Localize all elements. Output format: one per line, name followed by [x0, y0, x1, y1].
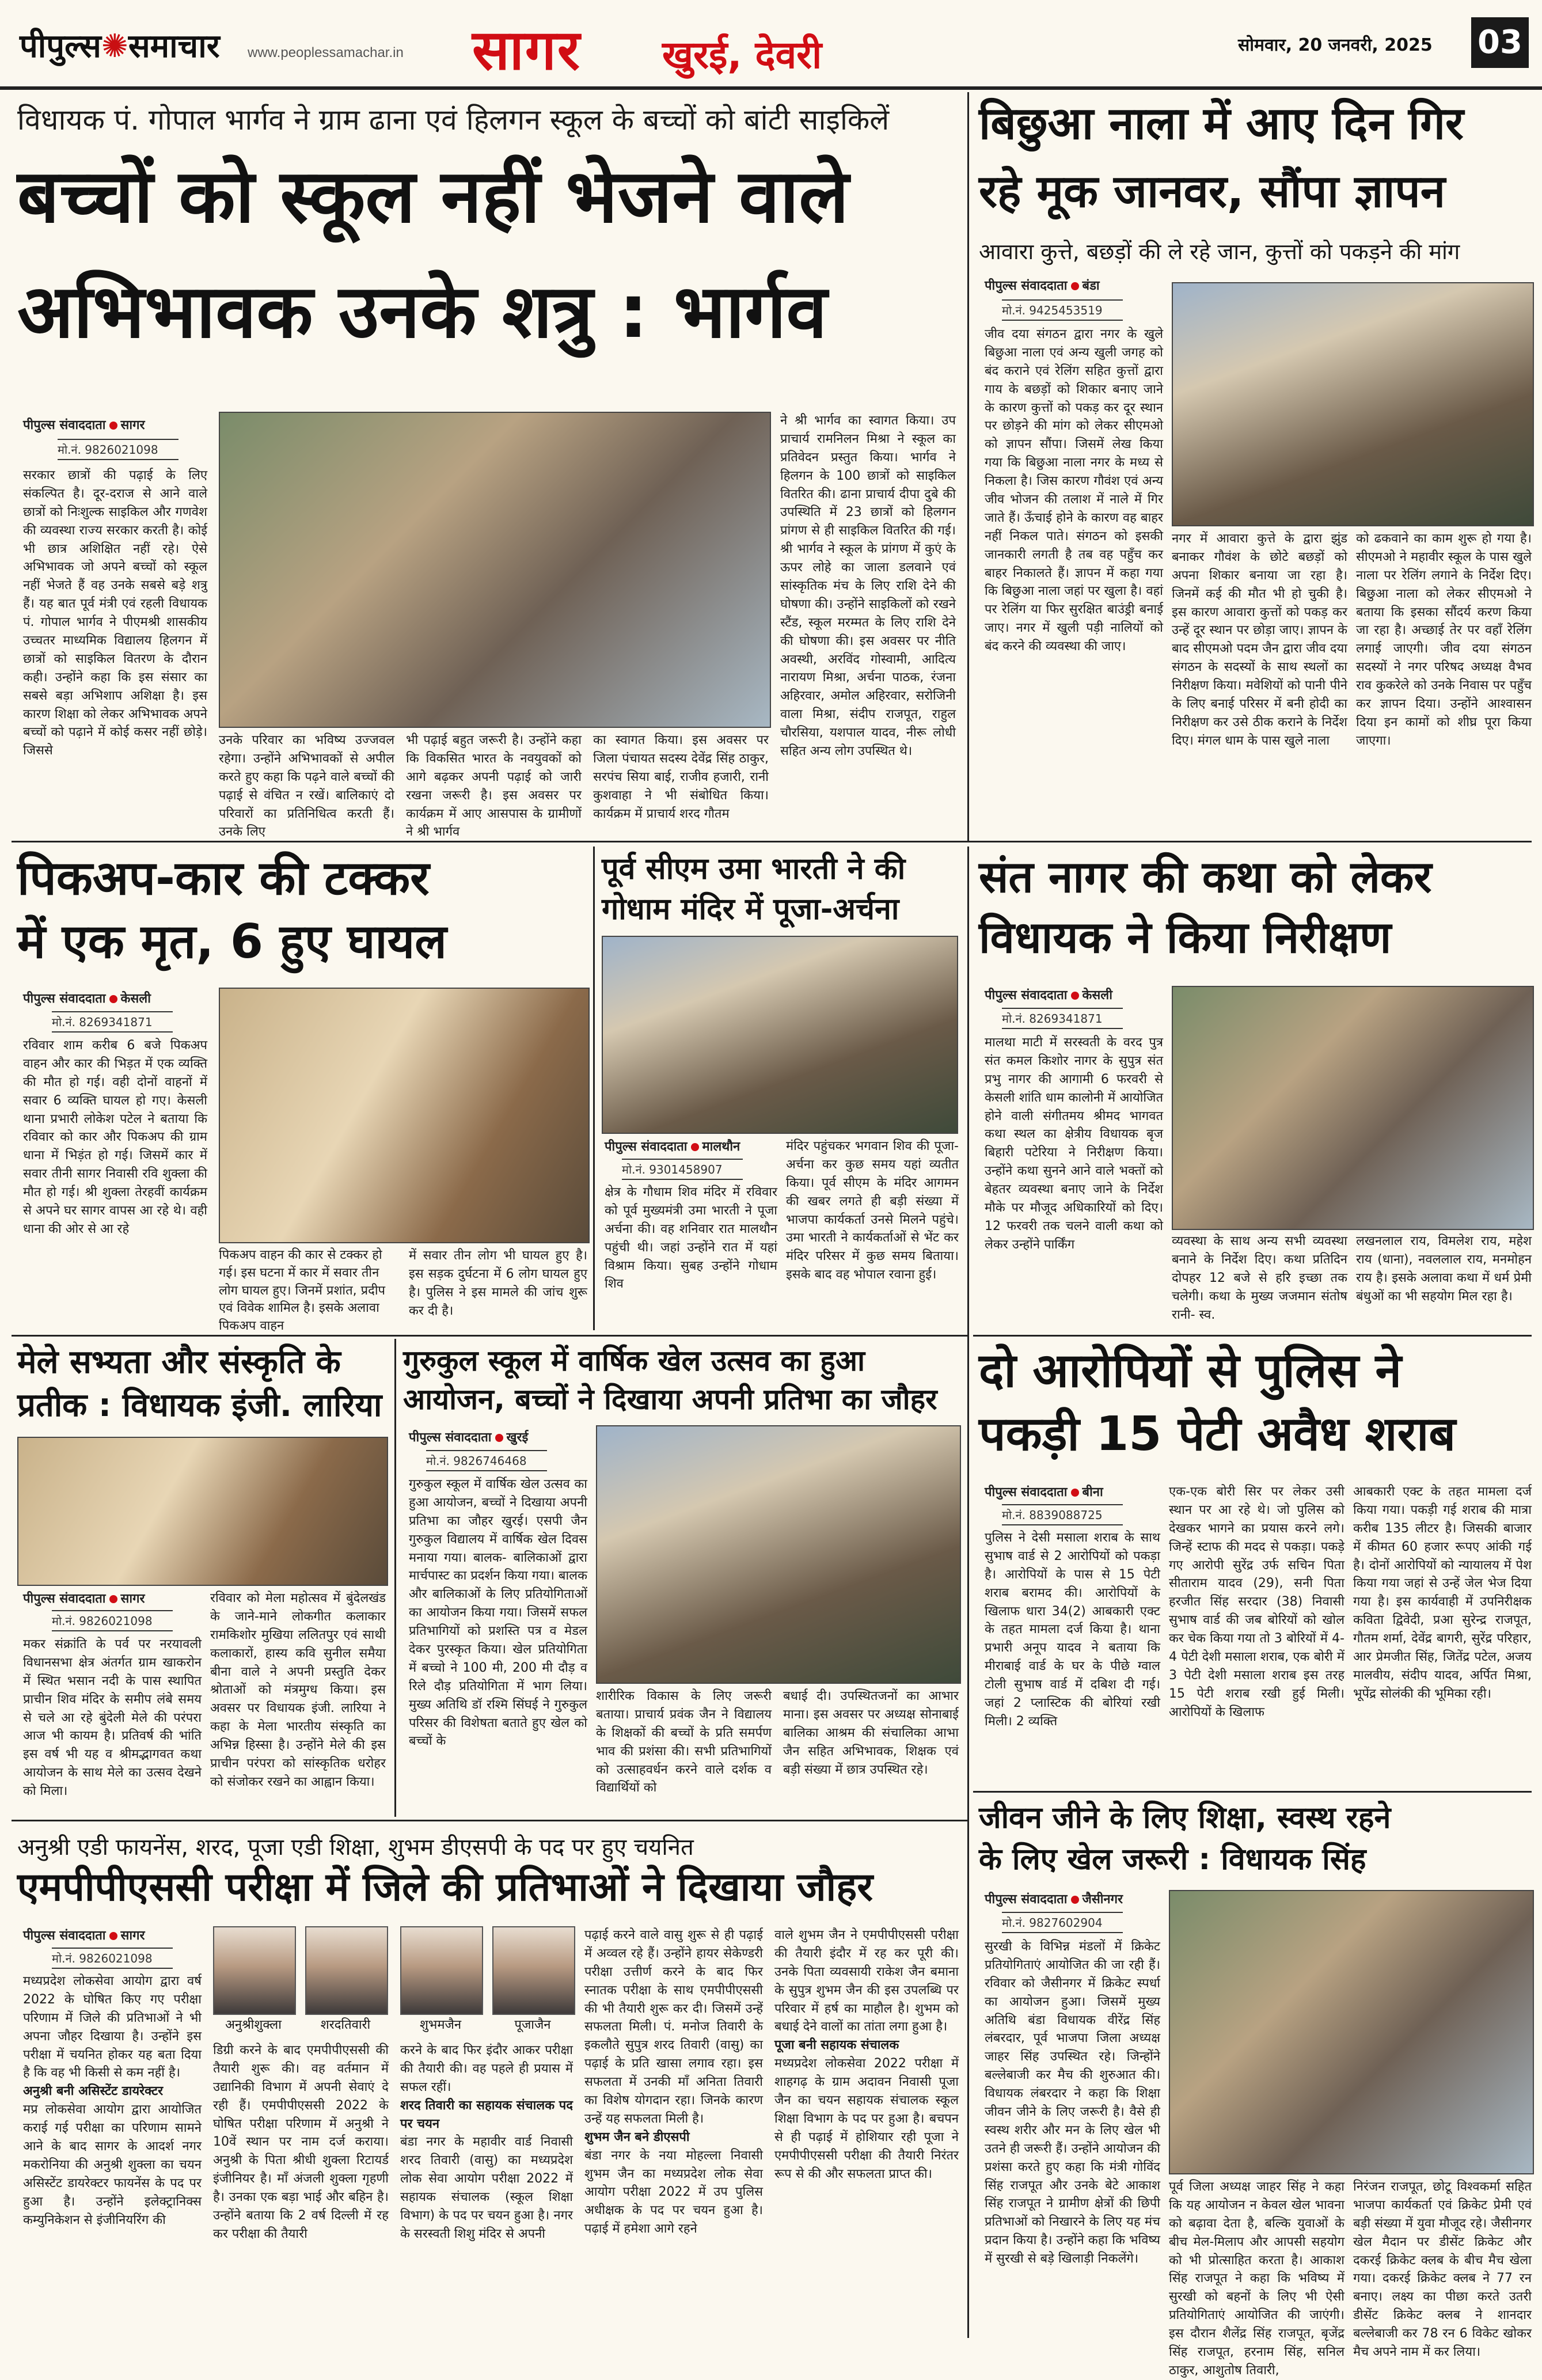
liquor-column-2: एक-एक बोरी सिर पर लेकर उसी स्थान पर आ रहे थे। जो पुलिस को देखकर भागने का प्रयास करने लगे। जिन्हें स्टाफ की मदद से पकड़ा। पकड़े गए आरोपी सुरेंद्र उर्फ सचिन पिता सीताराम यादव (29), सनी पिता हरजीत सिंह सरदार (38) निवासी सुभाष वार्ड की जब बोरियों को खोल कर चेक किया गया तो 3 बोरियों में 4-4 पेटी देशी मसाला शराब, एक बोरी में 3 पेटी देशी मसाला शराब इस तरह 15 पेटी शराब रखी हुई मिली। आरोपियों के खिलाफ	[1169, 1485, 1344, 1719]
uma-byline: पीपुल्स संवाददाता मालथौन	[605, 1140, 740, 1154]
lead-byline: पीपुल्स संवाददाता सागर	[23, 418, 145, 432]
mppsc-phone: मो.नं. 9826021098	[52, 1948, 173, 1969]
lead-headline-1: बच्चों को स्कूल नहीं भेजने वाले	[17, 154, 849, 240]
lead-phone: मो.नं. 9826021098	[58, 439, 178, 460]
jeevan-column-2: पूर्व जिला अध्यक्ष जाहर सिंह ने कहा कि यह आयोजन न केवल खेल भावना को बढ़ावा देता है, बल्कि युवाओं के बीच मेल-मिलाप और आपसी सहयोग को भी प्रोत्साहित करता है। आकाश सिंह राजपूत ने कहा कि भविष्य में सुरखी को बहनों के लिए भी ऐसी प्रतियोगिताएं आयोजित की जाएंगी। इस दौरान शैलेंद्र सिंह राजपूत, बृजेंद्र सिंह राजपूत, हरनाम सिंह, सनिल ठाकुर, आशुतोष तिवारी,	[1169, 2180, 1344, 2378]
gurukul-column-1: गुरुकुल स्कूल में वार्षिक खेल उत्सव का हुआ आयोजन, बच्चों ने दिखाया अपनी प्रतिभा का जौहर खुरई। एसपी जैन गुरुकुल विद्यालय में वार्षिक खेल दिवस मनाया गया। बालक- बालिकाओं द्वारा मार्चपास्ट का प्रदर्शन किया गया। बालक और बालिकाओं के लिए प्रतियोगिताओं का आयोजन किया गया। जिसमें सफल प्रतिभागियों को प्रशस्ति पत्र व मेडल देकर पुरस्कृत किया। खेल प्रतियोगिता में बच्चो ने 100 मी, 200 मी दौड़ व रिले दौड़ प्रतियोगिता में भाग लिया। मुख्य अतिथि डॉ रश्मि सिंघई ने गुरुकुल परिसर की विशेषता बताते हुए खेल को बच्चों के	[409, 1477, 587, 1749]
sant-column-3: लखनलाल राय, विमलेश राय, महेश राय (धाना), नवललाल राय, मनमोहन राय है। इसके अलावा कथा में धर्म प्रेमी बंधुओं का भी सहयोग मिल रहा है।	[1356, 1234, 1532, 1304]
accident-headline-1: पिकअप-कार की टक्कर	[17, 851, 430, 906]
uma-phone: मो.नं. 9301458907	[622, 1159, 743, 1180]
website-url[interactable]: www.peoplessamachar.in	[248, 45, 404, 60]
nala-subhead: आवारा कुत्ते, बछड़ों की ले रहे जान, कुत्तों को पकड़ने की मांग	[979, 239, 1460, 264]
uma-photo-temple	[602, 936, 958, 1134]
jeevan-byline: पीपुल्स संवाददाता जैसीनगर	[985, 1892, 1123, 1907]
location-dot-icon	[109, 995, 117, 1003]
gurukul-column-3: बधाई दी। उपस्थितजनों का आभार माना। इस अवसर पर अध्यक्ष सोनाबाई बालिका आश्रम की संचालिका आभा जैन सहित अभिभावक, शिक्षक एवं बड़ी संख्या में छात्र उपस्थित रहे।	[783, 1689, 959, 1777]
portrait-sharad	[305, 1926, 388, 2015]
mela-headline-1: मेले सभ्यता और संस्कृति के	[17, 1343, 341, 1381]
column-divider	[967, 92, 969, 841]
location-dot-icon	[109, 1595, 117, 1603]
lead-column-5: ने श्री भार्गव का स्वागत किया। उप प्राचार्य रामनिलन मिश्रा ने स्कूल का प्रतिवेदन प्रस्तुत किया। भार्गव ने हिलगन के 100 छात्रों को साइकिल वितरित की। ढाना प्राचार्य दीपा दुबे की उपस्थिति में 23 छात्रों को हिलगन प्रांगण से ही साइकिल वितरित की गई। श्री भार्गव ने स्कूल के प्रांगण में कुएं के ऊपर लोहे का जाला डलवाने एवं सांस्कृतिक मंच के लिए राशि देने की घोषणा की। उन्होंने साइकिलों को रखने स्टैंड, स्कूल मरम्मत के लिए राशि देने की घोषणा की। इस अवसर पर नीति अवस्थी, अरविंद गोस्वामी, आदित्य नारायण मिश्रा, अर्चना पाठक, रंजना अहिरवार, अमोल अहिरवार, सरोजिनी वाला मिश्रा, संदीप राजपूत, राहुल चौरसिया, यशपाल यादव, नीरू लोधी सहित अन्य लोग उपस्थित थे।	[780, 413, 956, 759]
mppsc-column-4: पढ़ाई करने वाले वासु शुरू से ही पढ़ाई में अव्वल रहे हैं। उन्होंने हायर सेकेण्डरी परीक्षा उत्तीर्ण करने के बाद फिर स्नातक परीक्षा के साथ एमपीपीएससी की भी तैयारी शुरू कर दी। जिसमें उन्हें सफलता मिली। पं. मनोज तिवारी के इकलौते सुपुत्र शरद तिवारी (वासु) का पढ़ाई के प्रति खासा लगाव रहा। इस सफलता में उनकी माँ अनिता तिवारी का विशेष योगदान रहा। जिनके कारण उन्हें यह सफलता मिली है। शुभम जैन बने डीएसपी बंडा नगर के नया मोहल्ला निवासी शुभम जैन का मध्यप्रदेश लोक सेवा आयोग परीक्षा 2022 में उप पुलिस अधीक्षक के पद पर चयन हुआ है। पढ़ाई में हमेशा आगे रहने	[584, 1928, 763, 2237]
uma-headline-2: गोधाम मंदिर में पूजा-अर्चना	[602, 892, 899, 927]
mppsc-byline: पीपुल्स संवाददाता सागर	[23, 1929, 145, 1943]
section-divider	[12, 841, 1532, 842]
nala-byline: पीपुल्स संवाददाता बंडा	[985, 279, 1100, 293]
mppsc-subhead-pooja: पूजा बनी सहायक संचालक	[774, 2038, 899, 2053]
nala-column-3: को ढकवाने का काम शुरू हो गया है। सीएमओ ने महावीर स्कूल के पास खुले नाला पर रेलिंग लगाने के निर्देश दिए। बिछुआ नाला को लेकर सीएमओ ने बताया कि इसका सौंदर्य करण किया जा रहा है। अच्छाई तेर पर वहाँ रेलिंग लगाई जाएगी। जीव दया संगठन सदस्यों ने नगर परिषद अध्यक्ष वैभव राव कुकरेले को उनके निवास पर पहुँच कर ज्ञापन दिया। उन्होंने आश्वासन दिया इन कामों को शीघ्र पूरा किया जाएगा।	[1356, 532, 1532, 748]
accident-caption: पिकअप वाहन की कार से टक्कर हो गई। इस घटना में कार में सवार तीन लोग घायल हुए। जिनमें प्रशांत, प्रदीप एवं विवेक शामिल है। इसके अलावा पिकअप वाहन	[219, 1248, 386, 1334]
sant-column-2: व्यवस्था के साथ अन्य सभी व्यवस्था बनाने के निर्देश दिए। कथा प्रतिदिन दोपहर 12 बजे से हरि इच्छा तक चलेगी। कथा के मुख्य जजमान संतोष रानी- स्व.	[1172, 1234, 1347, 1322]
mela-column-1: मकर संक्रांति के पर्व पर नरयावली विधानसभा क्षेत्र अंतर्गत ग्राम खाकरोन में स्थित भसान नदी के पास स्थापित प्राचीन शिव मंदिर के समीप लंबे समय से चले आ रहे बुंदेली मेले की परंपरा आज भी कायम है। प्रतिवर्ष की भांति इस वर्ष भी यह व श्रीमद्भागवत कथा आयोजन के साथ मेले का उत्सव देखने को मिला।	[23, 1637, 202, 1799]
sant-column-1: मालथा माटी में सरस्वती के वरद पुत्र संत कमल किशोर नागर के सुपुत्र संत प्रभु नागर की आगामी 6 फरवरी से केसली शांति धाम कालोनी में आयोजित होने वाली संगीतमय श्रीमद भागवत कथा स्थल का क्षेत्रीय विधायक बृज बिहारी पटेरिया ने निरीक्षण किया। उन्होंने कथा सुनने आने वाले भक्तों को बेहतर व्यवस्था बनाए जाने के निर्देश मौके पर मौजूद अधिकारियों को दिए। 12 फरवरी तक चलने वाली कथा को लेकर उन्होंने पार्किंग	[985, 1035, 1163, 1252]
accident-headline-2: में एक मृत, 6 हुए घायल	[17, 914, 447, 969]
lead-photo-cycle-distribution	[219, 412, 771, 728]
sant-photo-inspection	[1172, 986, 1534, 1230]
gurukul-photo-trophy	[596, 1425, 961, 1684]
sant-headline-1: संत नागर की कथा को लेकर	[979, 851, 1432, 902]
section-divider	[973, 1791, 1532, 1793]
gurukul-headline-1: गुरुकुल स्कूल में वार्षिक खेल उत्सव का हुआ	[403, 1344, 865, 1377]
newspaper-logo[interactable]: पीपुल्स✺समाचार	[20, 28, 220, 65]
location-dot-icon	[1071, 992, 1079, 1000]
location-dot-icon	[495, 1434, 503, 1442]
section-divider	[12, 1335, 967, 1337]
liquor-phone: मो.नं. 8839088725	[1002, 1504, 1123, 1525]
jeevan-column-1: सुरखी के विभिन्न मंडलों में क्रिकेट प्रतियोगिताएं आयोजित की जा रही हैं। रविवार को जैसीनगर में क्रिकेट स्पर्धा का आयोजन हुआ। जिसमें मुख्य अतिथि बंडा विधायक वीरेंद्र सिंह लंबरदार, पूर्व भाजपा जिला अध्यक्ष जाहर सिंह उपस्थित रहे। जिन्होंने बल्लेबाजी कर मैच की शुरुआत की। विधायक लंबरदार ने कहा कि शिक्षा जीवन जीने के लिए जरूरी है। वैसे ही स्वस्थ शरीर और मन के लिए खेल भी उतने ही जरूरी हैं। उन्होंने आयोजन की प्रशंसा करते हुए कहा कि मंत्री गोविंद सिंह राजपूत और उनके बेटे आकाश सिंह राजपूत ने ग्रामीण क्षेत्रों की छिपी प्रतिभाओं को निखारने के लिए यह मंच प्रदान किया है। उन्होंने कहा कि भविष्य में सुरखी से बड़े खिलाड़ी निकलेंगे।	[985, 1939, 1160, 2267]
column-divider	[394, 1339, 396, 1817]
mppsc-subhead-sharad: शरद तिवारी का सहायक संचालक पद पर चयन	[400, 2098, 573, 2131]
mppsc-kicker: अनुश्री एडी फायनेंस, शरद, पूजा एडी शिक्षा, शुभम डीएसपी के पद पर हुए चयनित	[17, 1834, 694, 1861]
sant-headline-2: विधायक ने किया निरीक्षण	[979, 912, 1392, 963]
mela-byline: पीपुल्स संवाददाता सागर	[23, 1592, 145, 1606]
accident-column-1: रविवार शाम करीब 6 बजे पिकअप वाहन और कार की भिड़त में एक व्यक्ति की मौत हो गई। वही दोनों वाहनों में सवार 6 व्यक्ति घायल हो गए। केसली थाना प्रभारी लोकेश पटेल ने बताया कि रविवार को कार और पिकअप की ग्राम धाना में भिड़ंत हो गई। जिसमें कार में सवार तीनी सागर निवासी रवि शुक्ला की मौत हो गई। श्री शुक्ला तेरहवीं कार्यक्रम से अपने घर सागर वापस आ रहे थे। वही धाना की ओर से आ रहे	[23, 1038, 207, 1236]
column-divider	[593, 847, 595, 1330]
gurukul-headline-2: आयोजन, बच्चों ने दिखाया अपनी प्रतिभा का जौहर	[403, 1383, 937, 1416]
lead-kicker: विधायक पं. गोपाल भार्गव ने ग्राम ढाना एवं हिलगन स्कूल के बच्चों को बांटी साइकिलें	[17, 103, 890, 136]
page-number: 03	[1471, 17, 1529, 68]
mppsc-column-2: डिग्री करने के बाद एमपीपीएससी की तैयारी शुरू की। वह वर्तमान में उद्यानिकी विभाग में अपनी सेवाएं दे रही हैं। एमपीपीएससी 2022 के घोषित परीक्षा परिणाम में अनुश्री ने 10वें स्थान पर नाम दर्ज कराया। अनुश्री के पिता श्रीधी शुक्ला रिटायर्ड इंजीनियर है। माँ अंजली शुक्ला गृहणी है। उनका एक बड़ा भाई और बहिन है। उन्होंने बताया कि 2 वर्ष दिल्ली में रह कर परीक्षा की तैयारी	[213, 2043, 389, 2241]
liquor-column-1: पुलिस ने देसी मसाला शराब के साथ सुभाष वार्ड से 2 आरोपियों को पकड़ा है। आरोपियों के पास से 15 पेटी शराब बरामद की। आरोपियों के खिलाफ धारा 34(2) आबकारी एक्ट के तहत मामला दर्ज किया है। थाना प्रभारी अनूप यादव ने बताया कि मीराबाई वार्ड के घर के पीछे ग्वाल टोली सुभाष वार्ड में दबिश दी गई। जहां 2 प्लास्टिक की बोरियां रखी मिली। 2 व्यक्ति	[985, 1531, 1160, 1729]
liquor-headline-2: पकड़ी 15 पेटी अवैध शराब	[979, 1407, 1456, 1462]
liquor-byline: पीपुल्स संवाददाता बीना	[985, 1485, 1103, 1500]
uma-column-2: मंदिर पहुंचकर भगवान शिव की पूजा-अर्चना कर कुछ समय यहां व्यतीत किया। पूर्व सीएम के मंदिर आगमन की खबर लगते ही बड़ी संख्या में भाजपा कार्यकर्ता उनसे मिलने पहुंचे। उमा भारती ने कार्यकर्ताओं से भेंट कर मंदिर परिसर में कुछ समय बिताया। इसके बाद वह भोपाल रवाना हुई।	[786, 1139, 959, 1282]
location-dot-icon	[1071, 1896, 1079, 1904]
mppsc-column-5: वाले शुभम जैन ने एमपीपीएससी परीक्षा की तैयारी इंदौर में रह कर पूरी की। उनके पिता व्यवसायी राकेश जैन बमाना के सुपुत्र शुभम जैन की इस उपलब्धि पर परिवार में हर्ष का माहौल है। शुभम को बधाई देने वालों का तांता लगा हुआ है। पूजा बनी सहायक संचालक मध्यप्रदेश लोकसेवा 2022 परीक्षा में शाहगढ़ के ग्राम अदावन निवासी पूजा जैन का चयन सहायक संचालक स्कूल शिक्षा विभाग के पद पर हुआ है। बचपन से ही पढ़ाई में होशियार रही पूजा ने एमपीपीएससी परीक्षा की तैयारी निरंतर रूप से की और सफलता प्राप्त की।	[774, 1928, 959, 2181]
nala-headline-2: रहे मूक जानवर, सौंपा ज्ञापन	[979, 166, 1445, 218]
lead-column-1: सरकार छात्रों की पढ़ाई के लिए संकल्पित है। दूर-दराज से आने वाले छात्रों को निःशुल्क साइकिल और गणवेश की व्यवस्था राज्य सरकार करती है। कोई भी छात्र अशिक्षित नहीं रहे। ऐसे अभिभावक जो अपने बच्चों को स्कूल नहीं भेजते हैं वह उनके सबसे बड़े शत्रु हैं। यह बात पूर्व मंत्री एवं रहली विधायक पं. गोपाल भार्गव ने पीएमश्री शासकीय उच्चतर माध्यमिक विद्यालय हिलगन में छात्रों को साइकिल वितरण के दौरान कही। उन्होंने कहा कि इस संसार का सबसे बड़ा अभिशाप अशिक्षा है। इस कारण शिक्षा को लेकर अभिभावक अपने बच्चों को पढ़ाने में कोई कसर नहीं छोड़े। जिससे	[23, 468, 207, 758]
mela-column-2: रविवार को मेला महोत्सव में बुंदेलखंड के जाने-माने लोकगीत कलाकार रामकिशोर मुखिया ललितपुर एवं साथी कलाकारों, हास्य कवि सुनील समैया बीना वाले ने अपनी प्रस्तुति देकर श्रोताओं को मंत्रमुग्ध किया। इस अवसर पर विधायक इंजी. लारिया ने कहा के मेला भारतीय संस्कृति का अभिन्न हिस्सा है। उन्होंने मेले की इस प्राचीन परंपरा को सांस्कृतिक धरोहर को संजोकर रखने का आह्वान किया।	[210, 1591, 386, 1789]
jeevan-column-3: निरंजन राजपूत, छोटू विश्वकर्मा सहित भाजपा कार्यकर्ता एवं क्रिकेट प्रेमी एवं बड़ी संख्या में युवा मौजूद रहे। जैसीनगर खेल मैदान पर डीसेंट क्रिकेट और दकरई क्रिकेट क्लब के बीच मैच खेला गया। दकरई क्रिकेट क्लब ने 77 रन बनाए। लक्ष्य का पीछा करते उतरी डीसेंट क्रिकेट क्लब ने शानदार बल्लेबाजी कर 78 रन 6 विकेट खोकर मैच अपने नाम में कर लिया।	[1353, 2180, 1532, 2360]
jeevan-headline-2: के लिए खेल जरूरी : विधायक सिंह	[979, 1842, 1366, 1877]
mppsc-subhead-anushri: अनुश्री बनी असिस्टेंट डायरेक्टर	[23, 2084, 164, 2099]
nala-column-1: जीव दया संगठन द्वारा नगर के खुले बिछुआ नाला एवं अन्य खुली जगह को बंद कराने एवं रेलिंग सहित कुत्तों द्वारा गाय के बछड़ों को शिकार बनाए जाने के कारण कुत्तों को पकड़ कर दूर स्थान पर छोड़ने की मांग को लेकर सीएमओ को ज्ञापन सौंपा। जिसमें लेख किया गया कि बिछुआ नाला नगर के मध्य से निकला है। जिस कारण गौवंश एवं अन्य जीव भोजन की तलाश में नाले में गिर जाते हैं। ऊँचाई होने के कारण वह बाहर नहीं निकल पाते। संगठन को इसकी जानकारी लगती है तब वह पहुँच कर बाहर निकालते हैं। ज्ञापन में कहा गया कि बिछुआ नाला जहां पर खुला है। वहां पर रेलिंग या फिर सुरक्षित बाउंड्री बनाई जाए। नगर में खुली पड़ी नालियों को बंद करने की व्यवस्था की जाए।	[985, 327, 1163, 654]
name-anushri: अनुश्रीशुक्ला	[225, 2018, 282, 2032]
jeevan-photo-cricket	[1169, 1890, 1534, 2174]
portrait-shubham	[400, 1926, 483, 2015]
liquor-column-3: आबकारी एक्ट के तहत मामला दर्ज किया गया। पकड़ी गई शराब की मात्रा करीब 135 लीटर है। जिसकी बाजार में कीमत 60 हजार रूपए आंकी गई है। दोनों आरोपियों को न्यायालय में पेश किया गया जहां से उन्हें जेल भेज दिया गया है। इस कार्यवाही में उपनिरीक्षक कविता द्विवेदी, प्रआ सुरेन्द्र राजपूत, गौतम शर्मा, देवेंद्र बागरी, सुरेंद्र परिहार, आर प्रेमजीत सिंह, जितेंद्र पटेल, अजय मालवीय, संदीप यादव, अर्पित मिश्रा, भूपेंद्र सोलंकी की भूमिका रही।	[1353, 1485, 1532, 1701]
accident-byline: पीपुल्स संवाददाता केसली	[23, 992, 151, 1006]
location-dot-icon	[1071, 1489, 1079, 1497]
lead-column-4: का स्वागत किया। इस अवसर पर जिला पंचायत सदस्य देवेंद्र सिंह ठाकुर, सरपंच सिया बाई, राजीव हजारी, रानी कुशवाहा ने भी संबोधित किया। कार्यक्रम में प्राचार्य शरद गौतम	[593, 733, 769, 821]
uma-headline-1: पूर्व सीएम उमा भारती ने की	[602, 852, 906, 886]
nala-phone: मो.नं. 9425453519	[1002, 299, 1123, 321]
column-divider	[967, 847, 969, 2338]
liquor-headline-1: दो आरोपियों से पुलिस ने	[979, 1343, 1402, 1398]
edition-subcities: खुरई, देवरी	[662, 33, 822, 77]
lead-column-3: भी पढ़ाई बहुत जरूरी है। उन्होंने कहा कि विकसित भारत के नवयुवकों को आगे बढ़कर अपनी पढ़ाई को जारी रखना जरूरी है। इस अवसर पर कार्यक्रम में आए आसपास के ग्रामीणों ने श्री भार्गव	[406, 733, 582, 840]
mela-photo-event	[17, 1437, 388, 1586]
nala-photo-memorandum	[1172, 282, 1534, 526]
lead-headline-2: अभिभावक उनके शत्रु : भार्गव	[17, 269, 827, 355]
masthead	[0, 0, 1542, 90]
portrait-anushri	[213, 1926, 296, 2015]
location-dot-icon	[1071, 282, 1079, 290]
accident-phone: मो.नं. 8269341871	[52, 1011, 173, 1033]
name-pooja: पूजाजैन	[514, 2018, 551, 2032]
gurukul-column-2: शारीरिक विकास के लिए जरूरी बताया। प्राचार्य प्रवंक जैन ने विद्यालय के शिक्षकों की बच्चों के प्रति समर्पण भाव की प्रशंसा की। सभी प्रतिभागियों को उत्साहवर्धन करने वाले दर्शक व विद्यार्थियों को	[596, 1689, 772, 1796]
sant-phone: मो.नं. 8269341871	[1002, 1008, 1123, 1029]
mppsc-headline: एमपीपीएससी परीक्षा में जिले की प्रतिभाओं ने दिखाया जौहर	[17, 1865, 873, 1910]
mela-headline-2: प्रतीक : विधायक इंजी. लारिया	[17, 1387, 382, 1424]
uma-column-1: क्षेत्र के गौधाम शिव मंदिर में रविवार को पूर्व मुख्यमंत्री उमा भारती ने पूजा अर्चना की। वह शनिवार रात मालथौन पहुंची थी। जहां उन्होंने रात में यहां विश्राम किया। सुबह उन्होंने गोधाम शिव	[605, 1185, 777, 1292]
location-dot-icon	[109, 422, 117, 430]
nala-column-2: नगर में आवारा कुत्ते के द्वारा झुंड बनाकर गौवंश के छोटे बछड़ों को अपना शिकार बनाया जा रहा है। जिनमें कई की मौत भी हो चुकी है। इस कारण आवारा कुत्तों को पकड़ कर उन्हें दूर स्थान पर छोड़ा जाए। ज्ञापन के बाद सीएमओ पदम जैन द्वारा जीव दया संगठन के सदस्यों के साथ स्थलों का निरीक्षण किया। मवेशियों को पानी पीने के लिए बनाई परिसर में बनी होदी का निरीक्षण कर उसे ठीक कराने के निर्देश दिए। मंगल धाम के पास खुले नाला	[1172, 532, 1347, 748]
lead-column-2: उनके परिवार का भविष्य उज्जवल रहेगा। उन्होंने अभिभावकों से अपील करते हुए कहा कि पढ़ने वाले बच्चों की पढ़ाई से वंचित न रखें। बालिकाएं दो परिवारों का प्रतिनिधित्व करती हैं। उनके लिए	[219, 733, 394, 840]
sant-byline: पीपुल्स संवाददाता केसली	[985, 988, 1112, 1003]
edition-city: सागर	[472, 17, 582, 82]
logo-star-icon: ✺	[101, 28, 128, 65]
location-dot-icon	[109, 1932, 117, 1940]
portrait-pooja	[492, 1926, 575, 2015]
mppsc-column-1: मध्यप्रदेश लोकसेवा आयोग द्वारा वर्ष 2022 के घोषित किए गए परीक्षा परिणाम में जिले की प्रतिभाओं ने भी अपना जौहर दिखाया है। उन्होंने इस परीक्षा में चयनित होकर यह बता दिया है कि वह भी किसी से कम नहीं है। अनुश्री बनी असिस्टेंट डायरेक्टर मप्र लोकसेवा आयोग द्वारा आयोजित कराई गई परीक्षा का परिणाम सामने आने के बाद सागर के आदर्श नगर मकरोनिया की अनुश्री शुक्ला का चयन असिस्टेंट डायरेक्टर फायनेंस के पद पर हुआ है। उन्होंने इलेक्ट्रानिक्स कम्युनिकेशन से इंजीनियरिंग की	[23, 1974, 202, 2227]
mela-phone: मो.नं. 9826021098	[52, 1610, 173, 1631]
gurukul-byline: पीपुल्स संवाददाता खुरई	[409, 1430, 529, 1445]
mppsc-subhead-shubham: शुभम जैन बने डीएसपी	[584, 2130, 690, 2144]
section-divider	[973, 1335, 1532, 1337]
name-sharad: शरदतिवारी	[320, 2018, 371, 2032]
section-divider	[12, 1820, 967, 1821]
name-shubham: शुभमजैन	[419, 2018, 462, 2032]
gurukul-phone: मो.नं. 9826746468	[426, 1450, 547, 1471]
edition-date: सोमवार, 20 जनवरी, 2025	[1238, 35, 1433, 55]
mppsc-column-3: करने के बाद फिर इंदौर आकर परीक्षा की तैयारी की। वह पहले ही प्रयास में सफल रहीं। शरद तिवारी का सहायक संचालक पद पर चयन बंडा नगर के महावीर वार्ड निवासी शरद तिवारी (वासु) का मध्यप्रदेश लोक सेवा आयोग परीक्षा 2022 में सहायक संचालक (स्कूल शिक्षा विभाग) के पद पर चयन हुआ है। नगर के सरस्वती शिशु मंदिर से अपनी	[400, 2043, 573, 2241]
jeevan-headline-1: जीवन जीने के लिए शिक्षा, स्वस्थ रहने	[979, 1801, 1391, 1835]
accident-column-3: में सवार तीन लोग भी घायल हुए है। इस सड़क दुर्घटना में 6 लोग घायल हुए है। पुलिस ने इस मामले की जांच शुरू कर दी है।	[409, 1248, 587, 1318]
location-dot-icon	[691, 1143, 699, 1151]
nala-headline-1: बिछुआ नाला में आए दिन गिर	[979, 98, 1464, 150]
accident-photo-car	[219, 988, 590, 1243]
jeevan-phone: मो.नं. 9827602904	[1002, 1912, 1123, 1933]
